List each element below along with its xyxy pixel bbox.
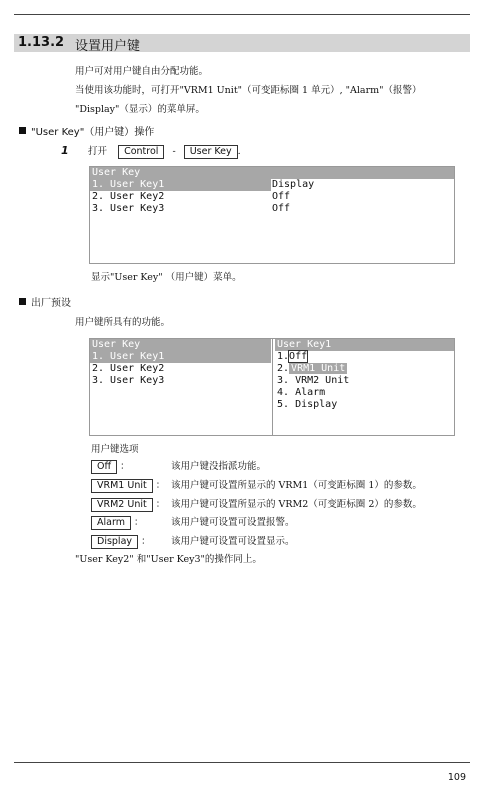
right-panel-title: User Key1 — [275, 339, 454, 351]
factory-desc: 用户键所具有的功能。 — [75, 317, 171, 328]
option-vrm1 — [91, 478, 165, 493]
menu-row-user-key2-value: Off — [272, 191, 291, 202]
operation-heading-text: "User Key"（用户键）操作 — [31, 127, 155, 138]
control-key: Control — [118, 145, 164, 159]
factory-heading — [19, 297, 71, 311]
option-key-display: Display — [91, 535, 138, 549]
option-desc-vrm2: 该用户键可设置所显示的 VRM2（可变距标圈 2）的参数。 — [171, 499, 422, 510]
option-vrm2 — [91, 497, 165, 512]
row-num: 1. — [277, 351, 290, 362]
row-text: Alarm — [295, 387, 326, 398]
intro-line: 当使用该功能时，可打开"VRM1 Unit"（可变距标圈 1 单元）, "Alarm"（报警） — [75, 85, 422, 96]
step-1 — [61, 144, 241, 159]
option-sep: ： — [120, 461, 130, 472]
row-num: 3. — [277, 375, 290, 386]
page-number: 109 — [447, 772, 466, 783]
option-key-vrm1: VRM1 Unit — [91, 479, 153, 493]
row-text: Display — [295, 399, 338, 410]
intro-paragraph — [75, 64, 475, 117]
operation-heading — [19, 126, 154, 140]
user-key-menu-screen — [89, 166, 455, 264]
menu-row-user-key2[interactable]: 2. User Key2 — [92, 191, 165, 202]
top-rule — [14, 14, 470, 15]
user-key-options-screen — [89, 338, 455, 436]
square-bullet-icon — [19, 298, 26, 305]
square-bullet-icon — [19, 127, 26, 134]
right-row-vrm2-unit[interactable] — [277, 375, 349, 387]
option-alarm — [91, 515, 144, 530]
option-off — [91, 459, 130, 474]
key-separator: - — [172, 146, 176, 157]
right-row-alarm[interactable] — [277, 387, 325, 399]
right-row-vrm1-unit[interactable] — [277, 363, 347, 375]
row-num: 4. — [277, 387, 290, 398]
row-num: 2. — [277, 363, 290, 374]
step-number: 1 — [61, 144, 69, 157]
option-display — [91, 534, 151, 549]
option-desc-vrm1: 该用户键可设置所显示的 VRM1（可变距标圈 1）的参数。 — [171, 480, 422, 491]
left-row-user-key3[interactable]: 3. User Key3 — [92, 375, 165, 386]
screen-title: User Key — [90, 167, 454, 179]
menu-row-user-key1[interactable]: 1. User Key1 — [92, 179, 165, 190]
row-text: VRM1 Unit — [291, 363, 346, 374]
section-number: 1.13.2 — [18, 35, 65, 50]
intro-line: "Display"（显示）的菜单屏。 — [75, 104, 205, 115]
option-sep: ： — [155, 499, 166, 510]
bottom-rule — [14, 762, 470, 763]
screen1-caption: 显示"User Key" （用户键）菜单。 — [91, 272, 242, 283]
option-key-vrm2: VRM2 Unit — [91, 498, 153, 512]
option-sep: ： — [155, 480, 166, 491]
left-row-user-key1[interactable]: 1. User Key1 — [92, 351, 165, 362]
menu-row-user-key3-value: Off — [272, 203, 291, 214]
row-text: Off — [289, 351, 308, 362]
option-key-alarm: Alarm — [91, 516, 131, 530]
option-desc-off: 该用户键没指派功能。 — [171, 461, 267, 472]
step-end: . — [237, 146, 241, 157]
left-panel-title: User Key — [90, 339, 271, 351]
user-key-key: User Key — [184, 145, 238, 159]
option-desc-alarm: 该用户键可设置可设置报警。 — [171, 517, 295, 528]
left-row-user-key2[interactable]: 2. User Key2 — [92, 363, 165, 374]
section-title: 设置用户键 — [75, 39, 141, 54]
option-sep: ： — [133, 517, 144, 528]
row-num: 5. — [277, 399, 290, 410]
menu-row-user-key3[interactable]: 3. User Key3 — [92, 203, 165, 214]
option-sep: ： — [141, 536, 151, 547]
factory-heading-text: 出厂预设 — [31, 298, 71, 309]
right-row-off[interactable] — [277, 351, 307, 363]
option-desc-display: 该用户键可设置可设置显示。 — [171, 536, 295, 547]
panel-divider — [272, 339, 273, 435]
right-row-display[interactable] — [277, 399, 337, 411]
intro-line: 用户可对用户键自由分配功能。 — [75, 66, 209, 77]
menu-row-user-key1-value: Display — [272, 179, 315, 190]
option-key-off: Off — [91, 460, 117, 474]
step-prefix: 打开 — [88, 146, 108, 157]
row-text: VRM2 Unit — [295, 375, 350, 386]
options-note: "User Key2" 和"User Key3"的操作同上。 — [75, 554, 262, 565]
options-heading: 用户键选项 — [91, 444, 139, 455]
